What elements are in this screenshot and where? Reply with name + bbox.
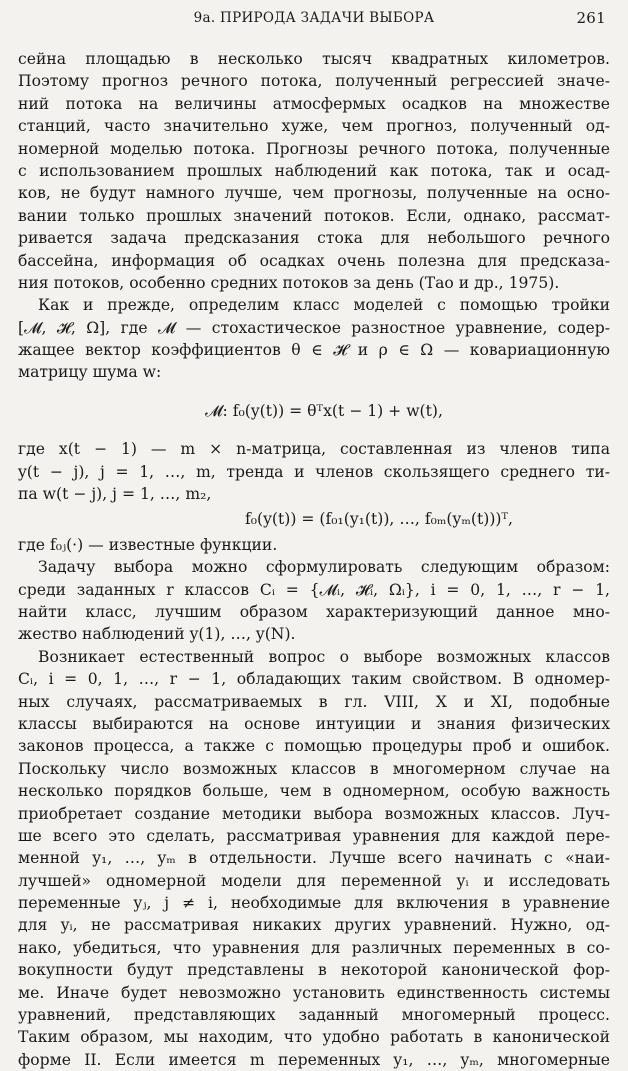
text-line: вании только прошлых значений потоков. Если, однако, рассмат- [18,206,610,225]
text-line: ния потоков, особенно средних потоков за день (Тао и др., 1975). [18,273,560,292]
text-line: Поэтому прогноз речного потока, полученный регрессией значе- [18,72,610,91]
text-line: найти класс, лучшим образом характеризующий данное мно- [18,602,610,621]
text-line: нако, убедиться, что уравнения для различных переменных в со- [18,938,610,957]
text-line: номерной моделью потока. Прогнозы речного потока, полученные [18,139,610,158]
text-line: Задачу выбора можно сформулировать следующим образом: [38,558,610,577]
text-line: законов процесса, а также с помощью процедуры проб и ошибок. [18,737,610,756]
running-header [18,8,610,32]
text-line: бассейна, информация об осадках очень полезна для предсказа- [18,251,610,270]
text-line: Cᵢ, i = 0, 1, …, r − 1, обладающих таким свойством. В одномер- [18,670,610,689]
text-line: сейна площадью в несколько тысяч квадратных километров. [18,50,610,68]
text-line: жащее вектор коэффициентов θ ∈ 𝓗 и ρ ∈ Ω — ковариационную [18,341,610,360]
formula-secondary: f₀(y(t)) = (f₀₁(y₁(t)), …, f₀ₘ(yₘ(t)))ᵀ, [244,510,513,529]
text-line: па w(t − j), j = 1, …, m₂, [18,485,212,504]
text-line: матрицу шума w: [18,363,162,382]
text-line: где x(t − 1) — m × n-матрица, составленная из членов типа [18,440,610,459]
text-line: несколько порядков больше, чем в одномерном, особую важность [18,782,610,801]
text-line: Таким образом, мы находим, что удобно работать в канонической [18,1028,610,1047]
chapter-title: 9a. ПРИРОДА ЗАДАЧИ ВЫБОРА [193,10,435,26]
text-line: менной y₁, …, yₘ в отдельности. Лучше всего начинать с «наи- [18,849,610,868]
text-line: с использованием прошлых наблюдений как потока, так и осад- [18,161,610,180]
text-line: y(t − j), j = 1, …, m, тренда и членов скользящего среднего ти- [18,462,610,481]
text-line: ний потока на величины атмосфермых осадков на множестве [18,94,610,113]
text-line: среди заданных r классов Cᵢ = {𝓜ᵢ, 𝓗ᵢ, Ωᵢ}, i = 0, 1, …, r − 1, [18,580,610,599]
text-line: переменные yⱼ, j ≠ i, необходимые для включения в уравнение [18,894,610,913]
text-line: ривается задача предсказания стока для небольшого речного [18,229,610,248]
text-line: где f₀ⱼ(·) — известные функции. [18,535,278,554]
text-line: ных случаях, рассматриваемых в гл. VIII, X и XI, подобные [18,692,610,711]
text-line: ше всего это сделать, рассматривая уравнения для каждой пере- [18,826,610,845]
text-line: Поскольку число возможных классов в многомерном случае на [18,759,610,778]
text-line: жество наблюдений y(1), …, y(N). [18,625,296,644]
text-line: форме II. Если имеется m переменных y₁, …, yₘ, многомерные [18,1050,610,1069]
page-number: 261 [576,9,606,27]
formula-main: 𝓜: f₀(y(t)) = θᵀx(t − 1) + w(t), [205,401,443,420]
page-body [18,48,610,1071]
text-line: классы выбираются на основе интуиции и знания физических [18,714,610,733]
text-line: приобретает создание методики выбора возможных классов. Луч- [18,804,610,823]
text-line: лучшей» одномерной модели для переменной yᵢ и исследовать [18,871,610,890]
text-line: Возникает естественный вопрос о выборе возможных классов [38,647,610,666]
text-line: станций, часто значительно хуже, чем прогноз, полученный од- [18,117,610,136]
text-line: ме. Иначе будет невозможно установить единственность системы [18,983,610,1002]
text-line: [𝓜, 𝓗, Ω], где 𝓜 — стохастическое разностное уравнение, содер- [18,318,610,337]
text-line: вокупности будут представлены в некоторой канонической фор- [18,961,610,980]
text-line: Как и прежде, определим класс моделей с помощью тройки [38,296,610,315]
text-line: для yᵢ, не рассматривая никаких других уравнений. Нужно, од- [18,916,610,935]
text-line: ков, не будут намного лучше, чем прогнозы, полученные на осно- [18,184,610,203]
text-line: уравнений, представляющих заданный многомерный процесс. [18,1006,610,1025]
